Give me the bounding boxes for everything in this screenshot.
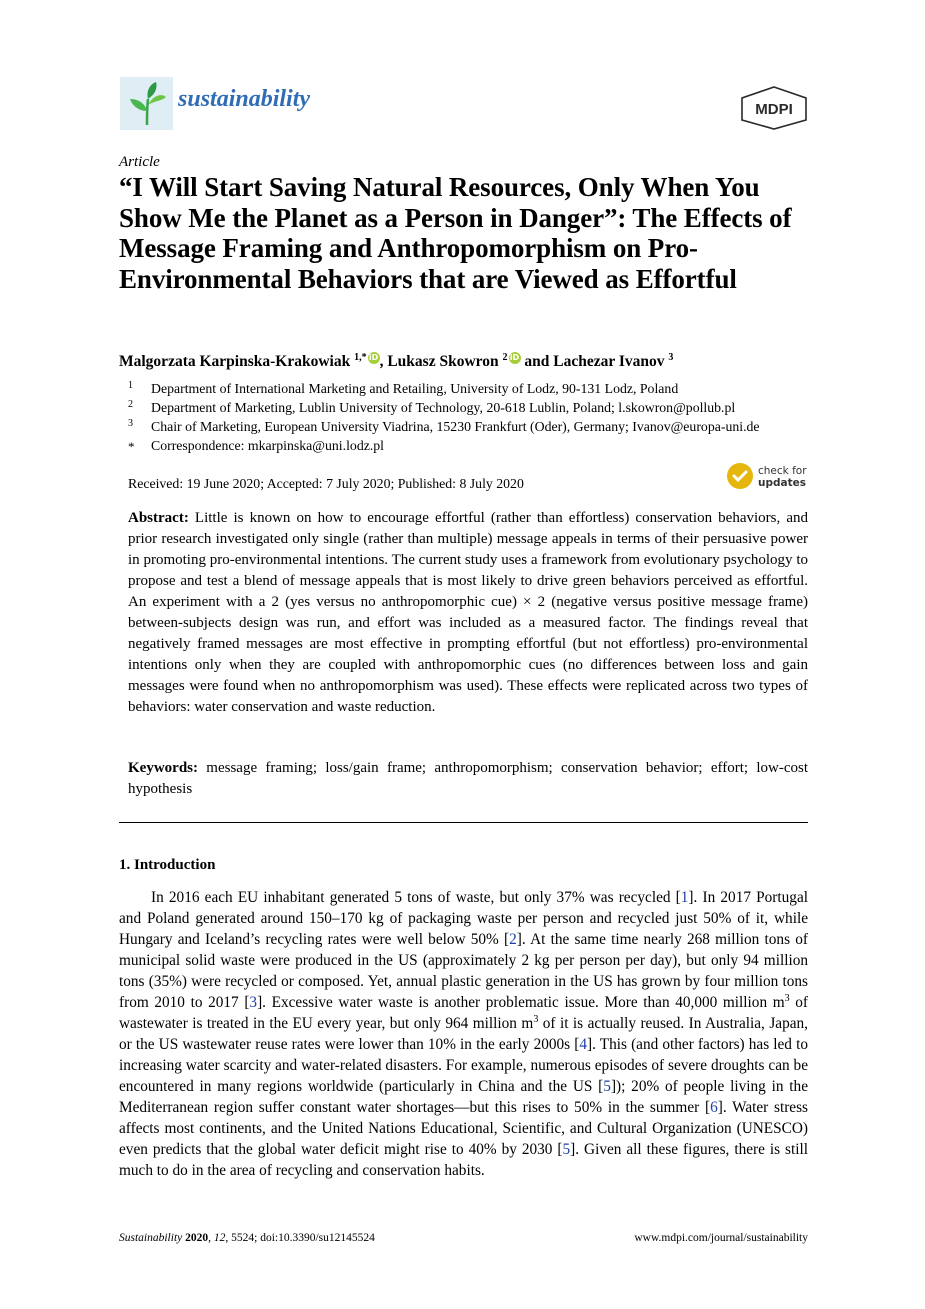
paragraph-text: ]. Excessive water waste is another problematic issue. More than 40,000 million m — [257, 994, 785, 1011]
paragraph-text: ]. At the same time nearly 268 million tons of municipal solid waste were produced in the US (approximately 2 kg per person per day), but only 94 million tons (35%) were recycled or composed. Yet, annual plastic generation in the US has grown by four million tons from 2010 to 2017 [ — [119, 931, 808, 1011]
affiliation-number: 1 — [128, 380, 133, 391]
section-heading: 1. Introduction — [119, 857, 216, 873]
correspondence-mark: * — [128, 439, 135, 454]
footer-journal: Sustainability — [119, 1232, 183, 1244]
affiliation-text: Department of International Marketing and Retailing, University of Lodz, 90-131 Lodz, Poland — [151, 381, 679, 396]
author-name: Malgorzata Karpinska-Krakowiak — [119, 353, 351, 371]
citation-link[interactable]: 4 — [579, 1036, 587, 1053]
paragraph-text: of wastewater is treated in the EU every year, but only 964 million m — [119, 994, 808, 1032]
affiliation-number: 3 — [128, 418, 133, 429]
citation-link[interactable]: 2 — [509, 931, 517, 948]
superscript: 3 — [784, 992, 790, 1004]
author-name: Lachezar Ivanov — [553, 353, 665, 371]
author-affiliation-mark: 3 — [668, 352, 674, 363]
orcid-icon[interactable]: iD — [509, 353, 520, 363]
abstract — [128, 508, 808, 718]
paragraph-text: ]. Water stress affects most continents, and the United Nations Educational, Scientific, and Cultural Organization (UNESCO) even predicts that the global water deficit might rise to 40% by 2030 [ — [119, 1099, 808, 1158]
check-updates-label-bold: updates — [758, 477, 806, 489]
article-title: “I Will Start Saving Natural Resources, Only When You Show Me the Planet as a Person in Danger”: The Effects of Message Framing and Anthropomorphism on Pro-Environmental Behaviors that are Viewed as Effortful — [119, 172, 792, 294]
orcid-icon[interactable]: iD — [368, 353, 379, 363]
citation-link[interactable]: 6 — [710, 1099, 718, 1116]
keywords-text: message framing; loss/gain frame; anthropomorphism; conservation behavior; effort; low-cost hypothesis — [128, 760, 809, 797]
author-affiliation-mark: 1,* — [354, 352, 367, 363]
mdpi-logo — [740, 86, 808, 130]
paragraph-text: ]); 20% of people living in the Mediterranean region suffer constant water shortages—but this rises to 50% in the summer [ — [119, 1078, 808, 1116]
journal-name: sustainability — [178, 86, 311, 112]
keywords-label: Keywords: — [128, 760, 198, 776]
paragraph-text: of it is actually reused. In Australia, Japan, or the US wastewater reuse rates were lower than 10% in the early 2000s [ — [119, 1015, 808, 1053]
abstract-text: Little is known on how to encourage effortful (rather than effortless) conservation behaviors, and prior research investigated only single (rather than multiple) message appeals in terms of their persuasive power in promoting pro-environmental intentions. The current study uses a framework from evolutionary psychology to propose and test a blend of message appeals that is most likely to drive green behaviors perceived as effortful. An experiment with a 2 (yes versus no anthropomorphic cue) × 2 (negative versus positive message frame) between-subjects design was run, and effort was included as a measured factor. The findings reveal that negatively framed messages are most effective in prompting effortful (but not effortless) pro-environmental intentions only when they are coupled with anthropomorphic cues (no differences between loss and gain messages were found when no anthropomorphism was used). These effects were replicated across two types of behaviors: water conservation and waste reduction. — [128, 510, 808, 715]
mdpi-logo-text: MDPI — [755, 101, 793, 118]
paragraph-text: ]. This (and other factors) has led to increasing water scarcity and water-related disasters. For example, numerous episodes of severe droughts can be encountered in many regions worldwide (particularly in China and the US [ — [119, 1036, 808, 1095]
footer-volume: 12 — [213, 1232, 226, 1244]
footer-url[interactable]: www.mdpi.com/journal/sustainability — [634, 1232, 808, 1244]
abstract-label: Abstract: — [128, 510, 189, 526]
footer-doi: , 5524; doi:10.3390/su12145524 — [225, 1232, 375, 1244]
article-type: Article — [119, 154, 160, 170]
check-updates-label: check for — [758, 465, 807, 477]
author-separator: and — [520, 353, 554, 371]
citation-link[interactable]: 3 — [249, 994, 258, 1011]
citation-link[interactable]: 5 — [603, 1078, 611, 1095]
affiliation-text: Chair of Marketing, European University Viadrina, 15230 Frankfurt (Oder), Germany; Ivanov@europa-uni.de — [151, 419, 760, 434]
author-name: Lukasz Skowron — [387, 353, 499, 371]
paragraph-text: In 2016 each EU inhabitant generated 5 tons of waste, but only 37% was recycled [ — [151, 889, 681, 906]
paragraph-text: ]. In 2017 Portugal and Poland generated around 150–170 kg of packaging waste per person and recycled just 50% of it, while Hungary and Iceland’s recycling rates were well below 50% [ — [119, 889, 808, 948]
superscript: 3 — [533, 1013, 539, 1025]
footer-year: 2020 — [185, 1232, 209, 1244]
author-list — [119, 352, 673, 371]
keywords — [128, 758, 808, 800]
author-separator: , — [379, 353, 388, 371]
leaf-icon — [120, 77, 173, 130]
introduction-paragraph — [119, 887, 808, 1181]
check-updates-icon — [727, 463, 753, 489]
footer-citation: Sustainability 2020, 12, 5524; doi:10.3390/su12145524 — [119, 1232, 375, 1244]
paragraph-text: ]. Given all these figures, there is still much to do in the area of recycling and conservation habits. — [119, 1141, 808, 1179]
journal-logo — [120, 77, 173, 130]
check-for-updates-button[interactable] — [727, 462, 812, 496]
author-affiliation-mark: 2 — [502, 352, 508, 363]
citation-link[interactable]: 5 — [562, 1141, 571, 1158]
affiliation-number: 2 — [128, 399, 133, 410]
correspondence-text: Correspondence: mkarpinska@uni.lodz.pl — [151, 438, 385, 453]
publication-dates: Received: 19 June 2020; Accepted: 7 July 2020; Published: 8 July 2020 — [128, 476, 524, 491]
affiliation-text: Department of Marketing, Lublin University of Technology, 20-618 Lublin, Poland; l.skowron@pollub.pl — [151, 400, 736, 415]
citation-link[interactable]: 1 — [680, 889, 689, 906]
divider — [119, 822, 808, 823]
